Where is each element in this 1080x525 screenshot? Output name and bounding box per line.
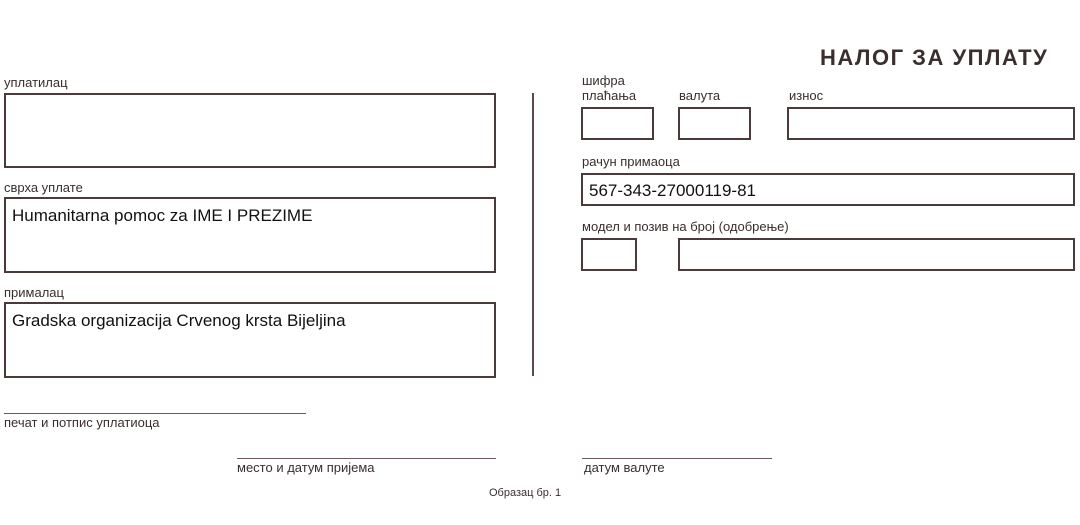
place-date-line bbox=[237, 458, 496, 459]
form-number: Образац бр. 1 bbox=[489, 487, 562, 499]
reference-number-field[interactable] bbox=[678, 238, 1075, 271]
recipient-account-field[interactable]: 567-343-27000119-81 bbox=[581, 173, 1075, 206]
recipient-account-label: рачун примаоца bbox=[582, 154, 680, 169]
amount-field[interactable] bbox=[787, 107, 1075, 140]
signature-line bbox=[4, 413, 306, 414]
payment-code-field[interactable] bbox=[581, 107, 654, 140]
currency-label: валута bbox=[679, 88, 721, 103]
payer-field[interactable] bbox=[4, 93, 496, 168]
payment-code-label-line2: плаћања bbox=[582, 88, 637, 103]
form-title: НАЛОГ ЗА УПЛАТУ bbox=[820, 45, 1049, 70]
payer-label: уплатилац bbox=[4, 75, 68, 90]
purpose-label: сврха уплате bbox=[4, 180, 83, 195]
signature-label: печат и потпис уплатиоца bbox=[4, 415, 160, 430]
model-field[interactable] bbox=[581, 238, 637, 271]
purpose-field[interactable]: Humanitarna pomoc za IME I PREZIME bbox=[4, 197, 496, 273]
currency-field[interactable] bbox=[678, 107, 751, 140]
model-reference-label: модел и позив на број (одобрење) bbox=[582, 219, 789, 234]
column-divider bbox=[532, 93, 534, 376]
place-date-label: место и датум пријема bbox=[237, 460, 375, 475]
value-date-label: датум валуте bbox=[584, 460, 665, 475]
recipient-label: прималац bbox=[4, 285, 64, 300]
recipient-field[interactable]: Gradska organizacija Crvenog krsta Bijeljina bbox=[4, 302, 496, 378]
payment-code-label-line1: шифра bbox=[582, 73, 625, 88]
value-date-line bbox=[582, 458, 772, 459]
amount-label: износ bbox=[789, 88, 824, 103]
